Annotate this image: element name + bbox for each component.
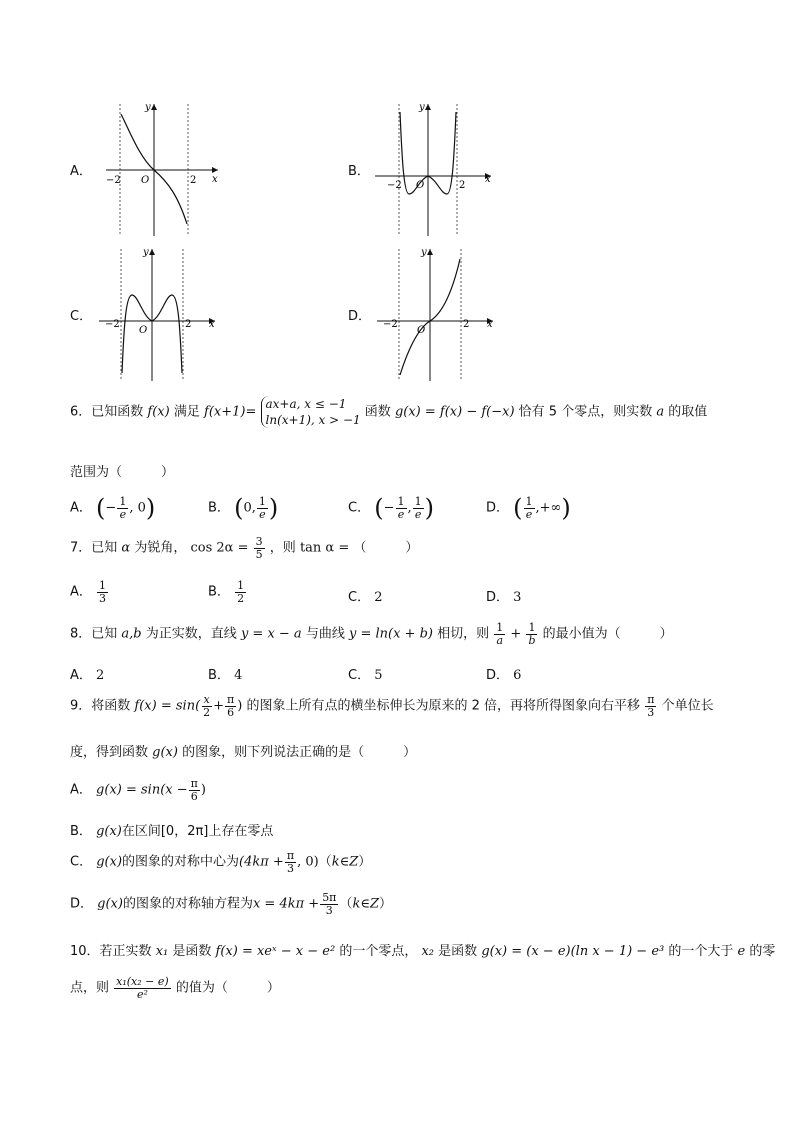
question-6-line2: 范围为（ ）	[70, 465, 175, 480]
q7-tan: tan α =	[299, 540, 350, 556]
option-label: D．	[70, 896, 94, 912]
option-value: 5	[374, 668, 383, 683]
option-value: 4	[234, 668, 243, 683]
option-value: 6	[513, 668, 522, 683]
q8-text: 与曲线	[305, 626, 345, 642]
origin-label: O	[416, 180, 425, 191]
right-tick: 2	[459, 180, 466, 191]
option-label: C．	[70, 309, 93, 324]
graph-a-plot	[100, 100, 230, 240]
q9-frac-pi: $\frac{\pi}{6}$	[227, 693, 235, 719]
right-tick: 2	[190, 175, 197, 186]
q9-option-c[interactable]: C． g(x)的图象的对称中心为(4kπ + $\frac{\pi}{3}$ , 0)（k∈Z）	[70, 849, 372, 875]
q7-text: 7．已知	[70, 540, 118, 556]
q6-option-b[interactable]: B． (0, $\frac{1}{e}$ )	[208, 494, 279, 523]
q8-plus: +	[510, 626, 522, 642]
q8-frac-a: $\frac{1}{a}$	[496, 621, 504, 647]
graph-option-a	[70, 100, 220, 240]
q10-text: 是函数	[438, 944, 478, 959]
option-label: A．	[70, 164, 92, 179]
q7-text: （ ）	[353, 540, 419, 556]
graph-d-plot	[373, 245, 503, 385]
option-label: C．	[348, 500, 371, 516]
q8-option-c[interactable]	[348, 664, 383, 683]
question-10-line2	[70, 976, 280, 1000]
origin-label: O	[141, 175, 150, 186]
q7-fraction: $\frac{3}{5}$	[255, 535, 263, 561]
q9-text: 的图象，则下列说法正确的是（ ）	[182, 745, 417, 760]
q7-cos: cos 2α =	[190, 540, 249, 556]
y-axis-label: y	[419, 102, 425, 113]
q7-text: ，则	[269, 540, 296, 556]
question-9-line2	[70, 741, 416, 760]
option-label: C．	[348, 668, 371, 683]
option-gx: g(x)	[96, 824, 122, 839]
q8-line: y = x − a	[240, 626, 302, 642]
q7-alpha: α	[121, 540, 131, 556]
left-tick: −2	[383, 319, 398, 330]
q9-option-b[interactable]	[70, 820, 273, 839]
q6-fx1: f(x+1)=	[204, 404, 257, 420]
option-label: A．	[70, 584, 92, 600]
q10-fx: f(x) = xeˣ − x − e²	[215, 944, 336, 959]
option-label: B．	[208, 500, 230, 516]
graph-c-plot	[95, 245, 225, 385]
x-axis-label: x	[212, 174, 218, 185]
question-9-stem	[70, 694, 714, 718]
q8-option-d[interactable]	[486, 664, 521, 683]
q8-text: 8．已知	[70, 626, 118, 642]
y-axis-label: y	[145, 102, 151, 113]
q8-option-a[interactable]	[70, 664, 104, 683]
x-axis-label: x	[485, 174, 491, 185]
option-gx: g(x)	[96, 854, 123, 870]
option-value: g(x) = sin(x −	[96, 782, 188, 798]
option-label: D．	[348, 309, 372, 324]
q6-option-a[interactable]: A． (− $\frac{1}{e}$ , 0)	[70, 494, 156, 523]
left-tick: −2	[105, 319, 120, 330]
q8-text: 相切，则	[437, 626, 490, 642]
option-label: B．	[208, 668, 230, 683]
q6-text: 6．已知函数	[70, 404, 144, 420]
question-10-stem	[70, 940, 775, 959]
q7-text: 为锐角，	[134, 540, 187, 556]
option-value: 在区间[0，2π]上存在零点	[121, 824, 274, 839]
q9-fx: f(x) = sin(	[134, 698, 201, 714]
q6-options	[70, 496, 770, 526]
question-8-stem	[70, 622, 673, 646]
q9-text: 度，得到函数	[70, 745, 149, 760]
option-label: B．	[208, 584, 230, 600]
q6-text: 的取值	[668, 404, 708, 420]
x-axis-label: x	[209, 319, 215, 330]
q10-text: 是函数	[172, 944, 212, 959]
q9-gx: g(x)	[152, 745, 178, 760]
left-tick: −2	[106, 175, 121, 186]
q6-option-d[interactable]: D． ( $\frac{1}{e}$ ,+∞)	[486, 494, 571, 523]
q9-option-d[interactable]: D． g(x)的图象的对称轴方程为x = 4kπ + $\frac{5\pi}{3}$ （k∈Z）	[70, 891, 392, 917]
q10-e: e	[737, 944, 746, 959]
q10-x1: x₁	[155, 944, 169, 959]
q8-text: 的最小值为（ ）	[542, 626, 673, 642]
q8-text: 为正实数，直线	[145, 626, 237, 642]
right-tick: 2	[463, 319, 470, 330]
q10-text: 的一个大于	[668, 944, 734, 959]
q9-close: )	[237, 698, 243, 714]
question-6-stem	[70, 396, 707, 428]
q6-text: 恰有 5 个零点，则实数	[518, 404, 653, 420]
q6-fx: f(x)	[147, 404, 170, 420]
option-value: 2	[96, 668, 105, 683]
q9-text: 的图象上所有点的横坐标伸长为原来的 2 倍，再将所得图象向右平移	[246, 698, 641, 714]
q9-frac-shift: $\frac{\pi}{3}$	[647, 693, 655, 719]
option-label: D．	[486, 500, 510, 516]
q9-plus: +	[213, 698, 225, 714]
piecewise-case-2: ln(x+1), x > −1	[265, 413, 361, 428]
q8-curve: y = ln(x + b)	[348, 626, 433, 642]
graph-option-b	[348, 100, 508, 240]
option-label: D．	[486, 590, 510, 605]
q9-text: 个单位长	[661, 698, 714, 714]
option-label: A．	[70, 782, 92, 798]
right-tick: 2	[185, 319, 192, 330]
piecewise-brace	[261, 396, 361, 428]
question-7-stem	[70, 536, 418, 560]
q10-gx: g(x) = (x − e)(ln x − 1) − e³	[481, 944, 665, 959]
option-label: D．	[486, 668, 510, 683]
q10-text: 点，则	[70, 980, 110, 996]
q7-options	[70, 580, 770, 610]
q10-text: 的零	[749, 944, 776, 959]
option-label: C．	[70, 854, 93, 870]
q8-option-b[interactable]	[208, 664, 242, 683]
option-value: 3	[513, 590, 522, 605]
q10-text: 的值为（ ）	[175, 980, 280, 996]
option-label: A．	[70, 500, 92, 516]
q6-gx: g(x) = f(x) − f(−x)	[394, 404, 515, 420]
origin-label: O	[417, 325, 426, 336]
option-gx: g(x)	[97, 896, 123, 912]
q6-option-c[interactable]: C． (− $\frac{1}{e}$ , $\frac{1}{e}$ )	[348, 494, 435, 523]
q7-option-d[interactable]	[486, 586, 521, 605]
q8-frac-b: $\frac{1}{b}$	[528, 621, 536, 647]
q7-option-b[interactable]: B． $\frac{1}{2}$	[208, 579, 245, 605]
q10-x2: x₂	[421, 944, 435, 959]
origin-label: O	[139, 325, 148, 336]
q8-ab: a,b	[121, 626, 142, 642]
q10-fraction: $\frac{\text{x₁(x₂ − e)}}{\text{e²}}$	[116, 975, 169, 1001]
q9-text: 9．将函数	[70, 698, 131, 714]
y-axis-label: y	[421, 247, 427, 258]
left-tick: −2	[387, 180, 402, 191]
q6-alpha: a	[656, 404, 665, 420]
q7-option-c[interactable]	[348, 586, 383, 605]
q9-option-a[interactable]: A． g(x) = sin(x − $\frac{\pi}{6}$ )	[70, 777, 206, 803]
option-label: B．	[70, 824, 92, 839]
graph-b-plot	[373, 100, 503, 240]
x-axis-label: x	[487, 319, 493, 330]
piecewise-case-1: ax+a, x ≤ −1	[265, 397, 347, 411]
q6-text: 满足	[173, 404, 200, 420]
option-label: C．	[348, 590, 371, 605]
q10-text: 的一个零点，	[339, 944, 418, 959]
q6-text: 函数	[364, 404, 391, 420]
q10-text: 10．若正实数	[70, 944, 152, 959]
q7-option-a[interactable]: A． $\frac{1}{3}$	[70, 579, 107, 605]
graph-option-c	[70, 245, 220, 385]
q8-options	[70, 664, 770, 684]
option-value: 2	[374, 590, 383, 605]
y-axis-label: y	[143, 247, 149, 258]
option-label: A．	[70, 668, 92, 683]
graph-option-d	[348, 245, 508, 385]
q9-frac-x: $\frac{x}{2}$	[203, 693, 211, 719]
option-label: B．	[348, 164, 370, 179]
